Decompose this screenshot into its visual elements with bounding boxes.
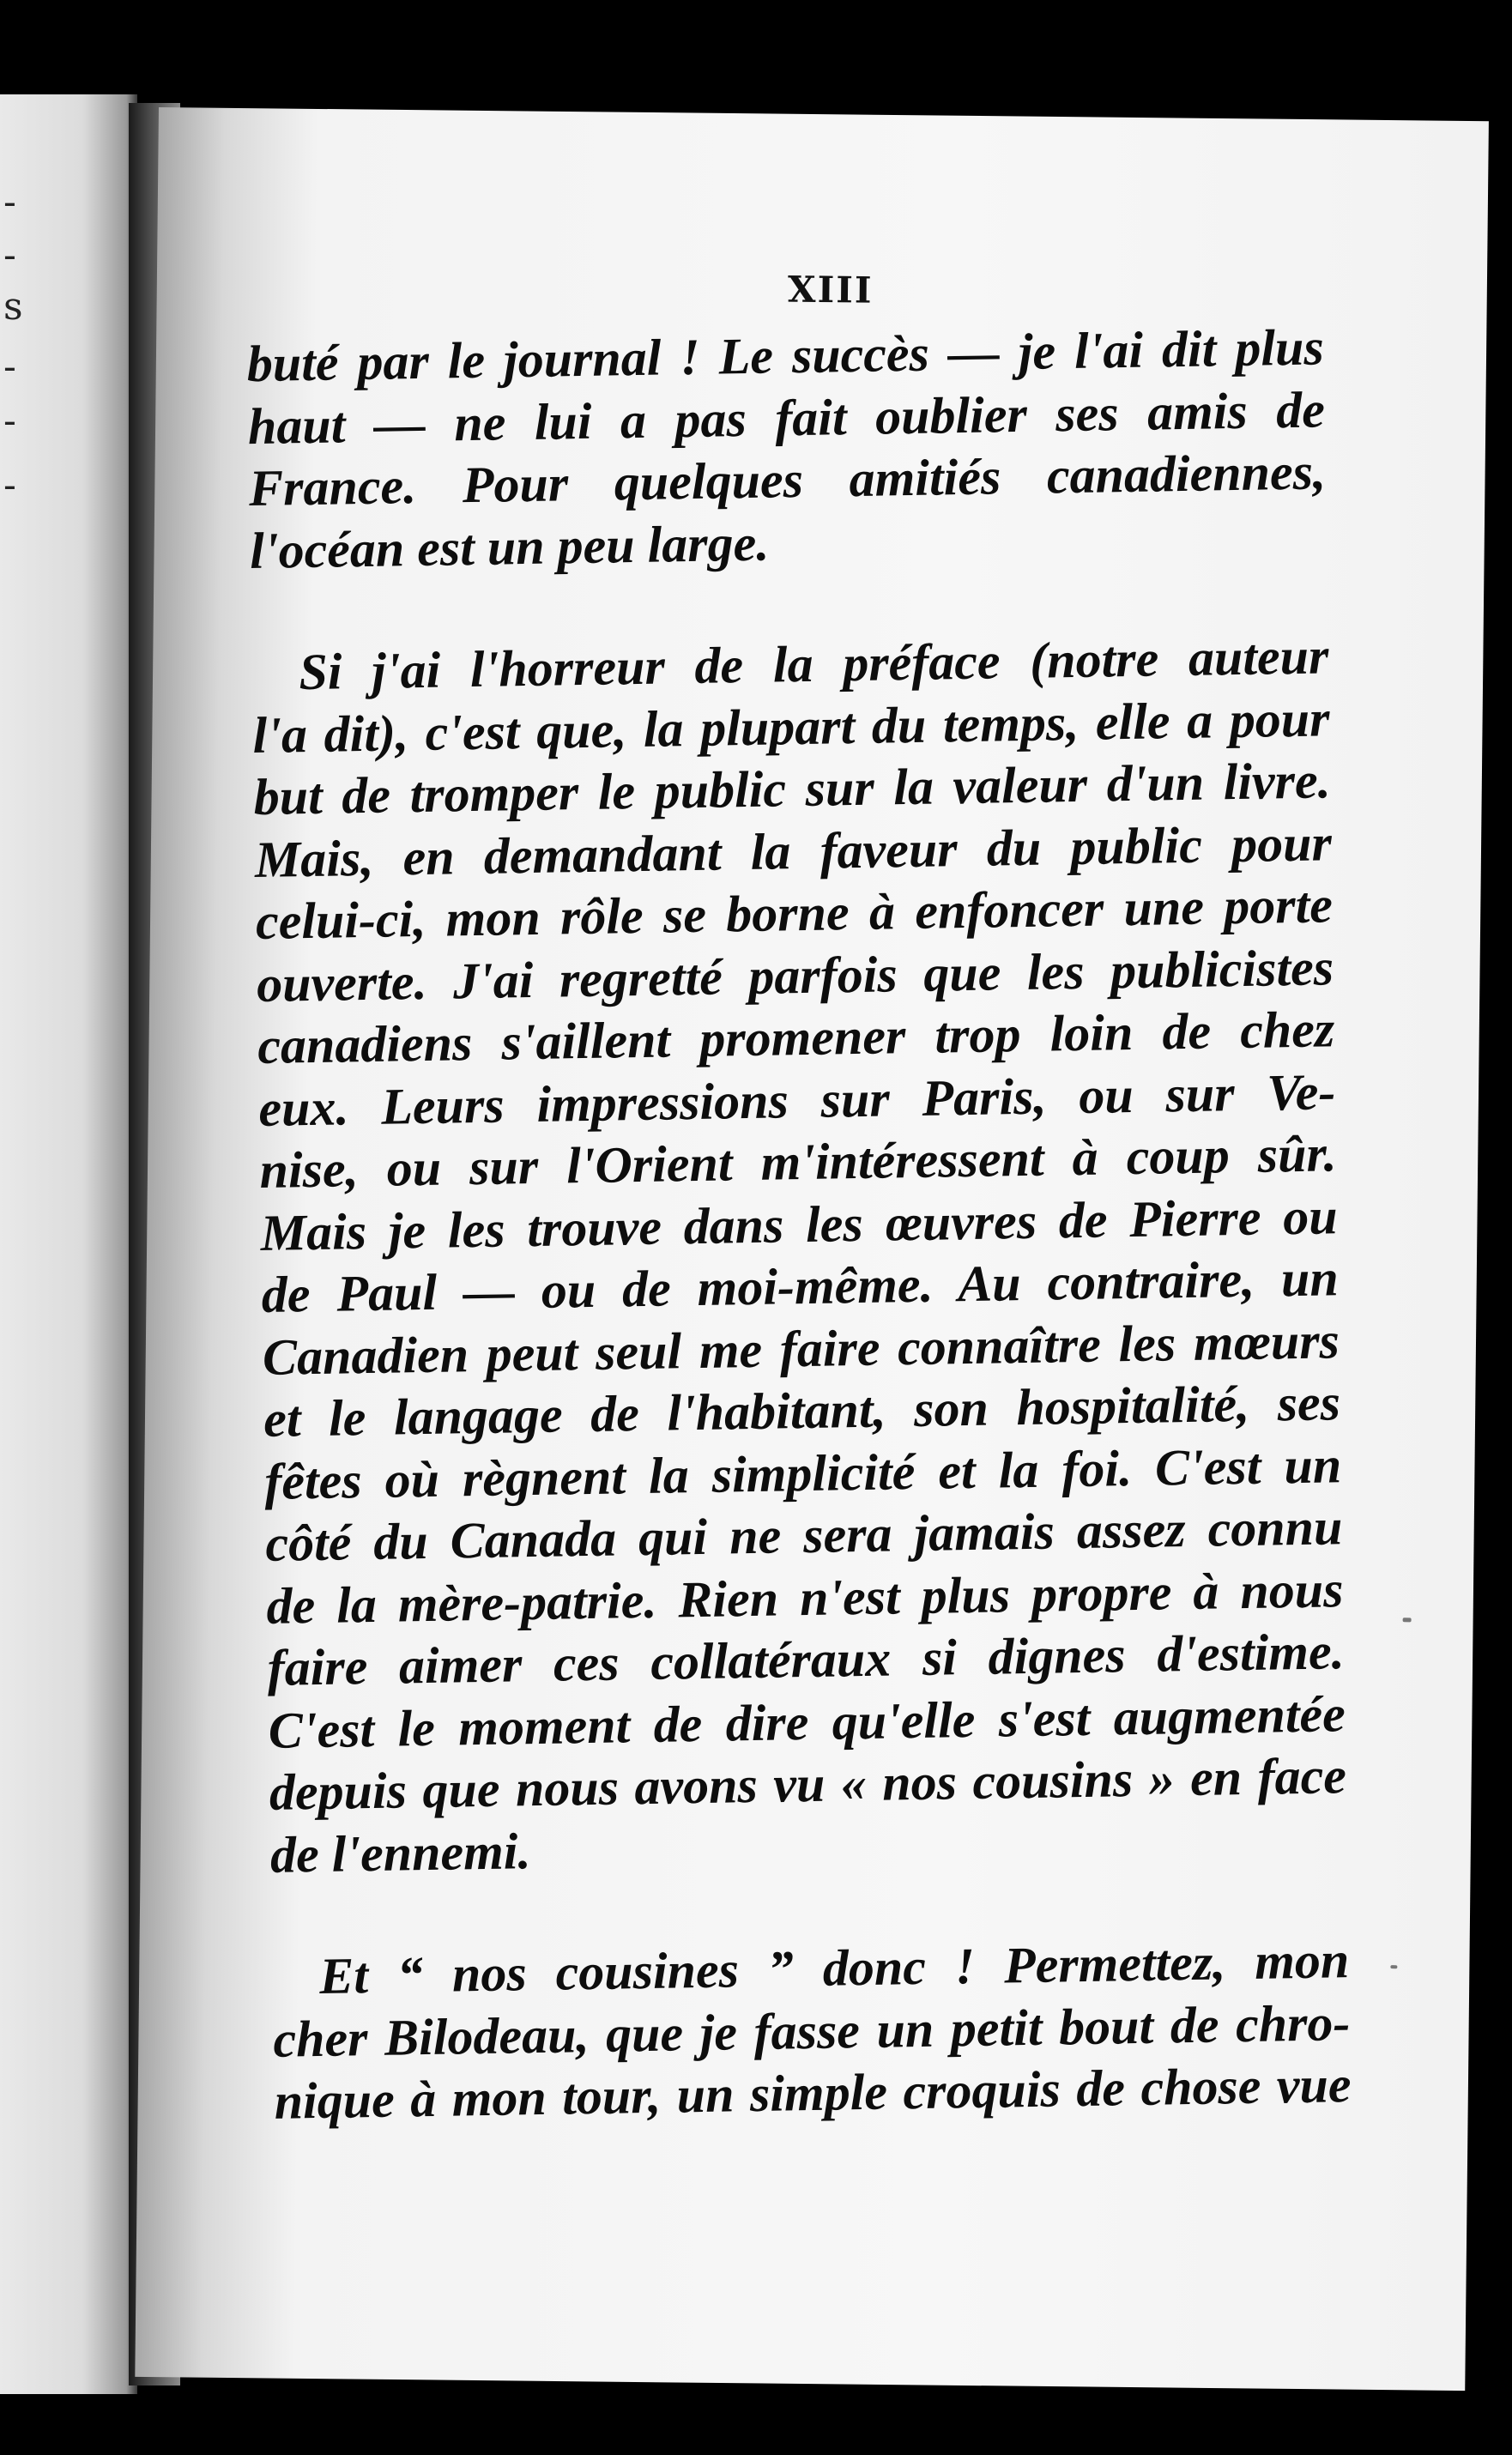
text-line: Canadien peut seul me faire connaître les mœurs: [262, 1311, 1340, 1386]
text-line: but de tromper le public sur la valeur d'un livre.: [253, 752, 1332, 826]
left-page-mark: -: [3, 399, 16, 443]
paragraph-1: [246, 316, 1327, 582]
text-line: ouverte. J'ai regretté parfois que les publicistes: [256, 938, 1334, 1013]
text-line: de Paul — ou de moi-même. Au contraire, un: [261, 1249, 1340, 1323]
text-line: nise, ou sur l'Orient m'intéressent à coup sûr.: [259, 1125, 1337, 1199]
text-line: cher Bilodeau, que je fasse un petit bout de chro-: [272, 1993, 1351, 2068]
book-page: [135, 107, 1489, 2391]
left-page-mark: -: [3, 180, 16, 224]
text-line: faire aimer ces collatéraux si dignes d'estime.: [267, 1623, 1346, 1696]
text-line: France. Pour quelques amitiés canadiennes,: [248, 443, 1327, 517]
text-line: buté par le journal ! Le succès — je l'ai dit plus: [246, 318, 1325, 393]
left-page-edge: [0, 94, 137, 2394]
paragraph-2: [251, 625, 1348, 1886]
text-line: de l'ennemi.: [269, 1822, 531, 1884]
text-line: depuis que nous avons vu « nos cousins » en face: [269, 1747, 1347, 1821]
text-line: nique à mon tour, un simple croquis de chose vue: [274, 2056, 1352, 2130]
page-body-text: [246, 316, 1352, 2132]
scan-speck: [1403, 1618, 1412, 1622]
text-line: haut — ne lui a pas fait oublier ses amis de: [247, 380, 1326, 455]
text-line: canadiens s'aillent promener trop loin de chez: [257, 1001, 1335, 1074]
text-line: Mais je les trouve dans les œuvres de Pierre ou: [260, 1187, 1339, 1261]
text-line: fêtes où règnent la simplicité et la foi. C'est un: [263, 1436, 1342, 1510]
left-page-mark: -: [3, 233, 16, 277]
text-line: de la mère-patrie. Rien n'est plus propre à nous: [266, 1560, 1344, 1635]
text-line: Mais, en demandant la faveur du public pour: [254, 813, 1333, 888]
text-line: l'a dit), c'est que, la plupart du temps, elle a pour: [252, 689, 1330, 764]
text-line: Et “ nos cousines ” donc ! Permettez, mon: [318, 1932, 1350, 2005]
left-page-mark: -: [3, 463, 16, 507]
left-page-mark: s: [3, 285, 23, 329]
text-line: Si j'ai l'horreur de la préface (notre auteur: [298, 627, 1329, 701]
text-line: côté du Canada qui ne sera jamais assez connu: [264, 1498, 1343, 1572]
page-number: XIII: [787, 268, 874, 311]
text-line: celui-ci, mon rôle se borne à enfoncer une porte: [255, 876, 1334, 950]
left-page-mark: -: [3, 345, 16, 389]
text-line: et le langage de l'habitant, son hospitalité, ses: [263, 1374, 1341, 1448]
text-line: C'est le moment de dire qu'elle s'est augmentée: [268, 1684, 1346, 1759]
scan-speck: [1390, 1965, 1397, 1968]
paragraph-3: [272, 1929, 1352, 2132]
text-line: l'océan est un peu large.: [249, 514, 770, 579]
text-line: eux. Leurs impressions sur Paris, ou sur Ve-: [257, 1062, 1336, 1137]
